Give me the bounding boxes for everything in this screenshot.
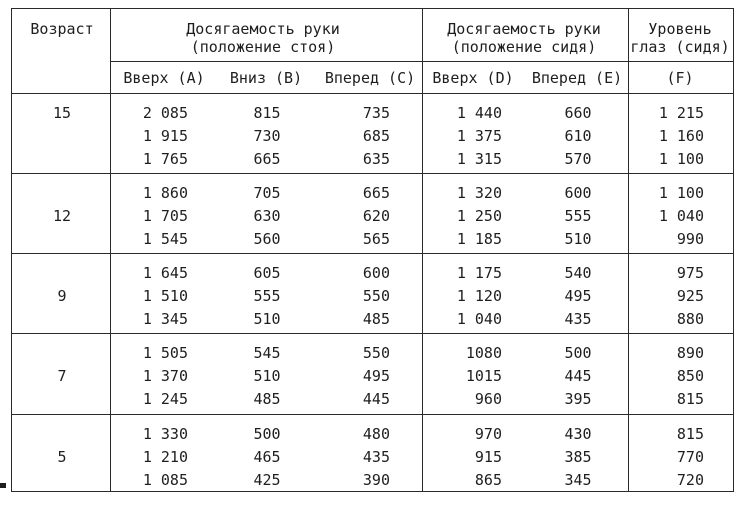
value-cell-a: 1 370 [142,367,188,385]
value-cell-b: 465 [253,448,281,466]
age-cell: 9 [57,287,67,305]
reach-table [11,8,734,492]
value-cell-a: 1 505 [142,344,188,362]
age-cell: 7 [57,367,67,385]
value-cell-e: 445 [564,367,592,385]
value-cell-d: 1 375 [456,127,502,145]
value-cell-e: 345 [564,471,592,489]
sitting-reach-header: Досягаемость руки [447,20,601,38]
standing-position-label: (положение стоя) [190,38,336,56]
group-divider [12,333,733,334]
value-cell-e: 540 [564,264,592,282]
value-cell-e: 500 [564,344,592,362]
value-cell-f: 1 100 [658,184,704,202]
value-cell-a: 1 645 [142,264,188,282]
value-cell-d: 1 040 [456,310,502,328]
eye-level-subheader: глаз (сидя) [630,38,730,56]
value-cell-b: 705 [253,184,281,202]
value-cell-c: 620 [362,207,390,225]
value-cell-a: 1 705 [142,207,188,225]
value-cell-c: 390 [362,471,390,489]
value-cell-e: 600 [564,184,592,202]
value-cell-b: 545 [253,344,281,362]
value-cell-a: 1 085 [142,471,188,489]
column-divider [628,9,629,491]
value-cell-e: 385 [564,448,592,466]
value-cell-b: 500 [253,425,281,443]
value-cell-f: 720 [676,471,704,489]
value-cell-e: 660 [564,104,592,122]
group-divider [12,173,733,174]
value-cell-a: 1 330 [142,425,188,443]
value-cell-b: 815 [253,104,281,122]
value-cell-f: 880 [676,310,704,328]
value-cell-e: 510 [564,230,592,248]
value-cell-b: 425 [253,471,281,489]
value-cell-f: 975 [676,264,704,282]
value-cell-d: 915 [474,448,502,466]
page-edge-mark [0,483,6,488]
value-cell-b: 510 [253,367,281,385]
value-cell-c: 600 [362,264,390,282]
value-cell-c: 565 [362,230,390,248]
col-header-e: Вперед (E) [531,69,623,87]
eye-level-header: Уровень [648,20,712,38]
value-cell-b: 665 [253,150,281,168]
value-cell-a: 1 545 [142,230,188,248]
value-cell-f: 1 100 [658,150,704,168]
group-divider [12,253,733,254]
value-cell-a: 1 510 [142,287,188,305]
value-cell-c: 665 [362,184,390,202]
value-cell-b: 630 [253,207,281,225]
value-cell-d: 970 [474,425,502,443]
col-header-a: Вверх (A) [123,69,205,87]
value-cell-e: 430 [564,425,592,443]
value-cell-d: 1 315 [456,150,502,168]
value-cell-e: 610 [564,127,592,145]
value-cell-f: 925 [676,287,704,305]
header-bottom-rule [12,93,733,94]
value-cell-c: 685 [362,127,390,145]
value-cell-d: 1080 [465,344,502,362]
header-divider [110,61,733,62]
value-cell-d: 1 250 [456,207,502,225]
value-cell-f: 815 [676,425,704,443]
sitting-position-label: (положение сидя) [451,38,597,56]
value-cell-f: 850 [676,367,704,385]
group-divider [12,414,733,415]
value-cell-b: 485 [253,390,281,408]
value-cell-c: 550 [362,287,390,305]
column-divider [422,9,423,491]
value-cell-a: 1 860 [142,184,188,202]
value-cell-f: 815 [676,390,704,408]
value-cell-e: 495 [564,287,592,305]
value-cell-a: 1 765 [142,150,188,168]
value-cell-f: 1 040 [658,207,704,225]
value-cell-c: 495 [362,367,390,385]
value-cell-a: 1 915 [142,127,188,145]
value-cell-f: 890 [676,344,704,362]
value-cell-c: 635 [362,150,390,168]
value-cell-d: 1015 [465,367,502,385]
age-cell: 5 [57,448,67,466]
value-cell-d: 865 [474,471,502,489]
standing-reach-header: Досягаемость руки [186,20,340,38]
value-cell-c: 480 [362,425,390,443]
value-cell-e: 435 [564,310,592,328]
value-cell-d: 960 [474,390,502,408]
value-cell-c: 485 [362,310,390,328]
col-header-c: Вперед (C) [324,69,416,87]
value-cell-d: 1 185 [456,230,502,248]
value-cell-e: 555 [564,207,592,225]
value-cell-e: 570 [564,150,592,168]
value-cell-b: 730 [253,127,281,145]
value-cell-f: 990 [676,230,704,248]
column-divider [110,9,111,491]
value-cell-b: 605 [253,264,281,282]
value-cell-a: 2 085 [142,104,188,122]
value-cell-c: 735 [362,104,390,122]
value-cell-c: 435 [362,448,390,466]
col-header-b: Вниз (B) [229,69,303,87]
value-cell-d: 1 175 [456,264,502,282]
value-cell-b: 560 [253,230,281,248]
col-header-f: (F) [666,69,694,87]
value-cell-a: 1 245 [142,390,188,408]
value-cell-e: 395 [564,390,592,408]
age-cell: 12 [52,207,72,225]
value-cell-a: 1 345 [142,310,188,328]
value-cell-c: 550 [362,344,390,362]
value-cell-d: 1 440 [456,104,502,122]
value-cell-f: 1 160 [658,127,704,145]
value-cell-b: 555 [253,287,281,305]
value-cell-a: 1 210 [142,448,188,466]
value-cell-d: 1 120 [456,287,502,305]
value-cell-f: 1 215 [658,104,704,122]
col-header-d: Вверх (D) [432,69,514,87]
value-cell-f: 770 [676,448,704,466]
age-header: Возраст [30,20,94,38]
value-cell-c: 445 [362,390,390,408]
value-cell-d: 1 320 [456,184,502,202]
value-cell-b: 510 [253,310,281,328]
age-cell: 15 [52,104,72,122]
